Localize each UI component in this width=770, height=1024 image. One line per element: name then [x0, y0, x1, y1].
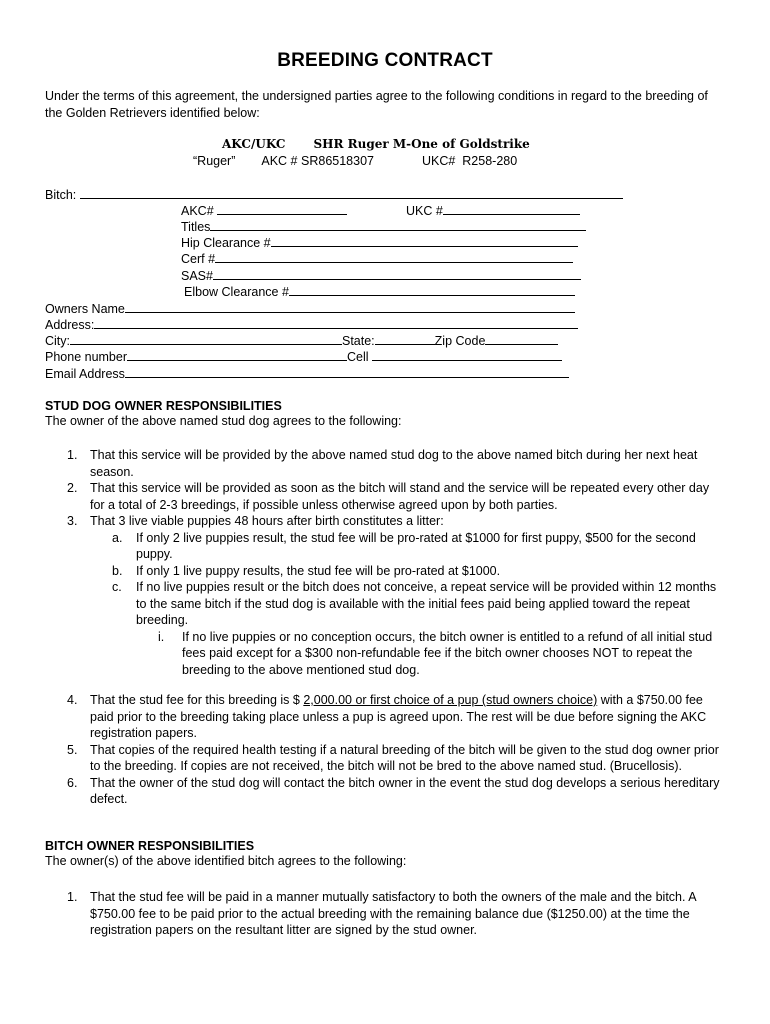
bitch-ukc-blank[interactable] [443, 203, 580, 215]
page-title: BREEDING CONTRACT [277, 50, 493, 71]
sas-label: SAS# [181, 269, 213, 283]
cerf-field [181, 251, 573, 266]
stud-list-continued [45, 692, 725, 808]
email-label: Email Address [45, 367, 125, 381]
city-blank[interactable] [70, 333, 342, 345]
elbow-blank[interactable] [289, 284, 575, 296]
hip-field [181, 235, 578, 250]
bitch-blank[interactable] [80, 187, 623, 199]
phone-label: Phone number [45, 350, 128, 364]
list-item: 4. That the stud fee for this breeding is $ 2,000.00 or first choice of a pup (stud owners choice) with a $750.00 fee paid prior to the breeding taking place unless a pup is agreed upon. The rest will be due before signing the AKC registration papers. [67, 693, 707, 740]
owners-name-label: Owners Name [45, 302, 125, 316]
sas-field [181, 268, 581, 283]
phone-field [45, 349, 562, 364]
stud-fee-terms: 2,000.00 or first choice of a pup (stud owners choice) [303, 693, 598, 707]
phone-blank[interactable] [127, 349, 347, 361]
list-item: c. If no live puppies result or the bitch does not conceive, a repeat service will be provided within 12 months to the same bitch if the stud dog is available with the initial fees paid being applied toward the repeat breeding. i. If no live puppies or no conception occurs, the bitch owner is entitled to a refund of all initial stud fees paid except for a $300 non-refundable fee if the bitch owner chooses NOT to repeat the breeding to the above mentioned stud dog. [90, 579, 725, 678]
email-blank[interactable] [125, 366, 569, 378]
sub-sub-list [136, 629, 725, 679]
zip-label: Zip Code [434, 334, 486, 348]
sire-ukc-label: UKC# [421, 154, 456, 168]
email-field [45, 366, 569, 381]
sire-akc-number: SR86518307 [301, 154, 374, 168]
list-item: 1. That the stud fee will be paid in a manner mutually satisfactory to both the owners of the male and the bitch. A $750.00 fee to be paid prior to the actual breeding with the remaining balance due ($1250.00) at the time the registration papers on the resultant litter are signed by the stud owner. [67, 890, 696, 937]
list-item: b. If only 1 live puppy results, the stud fee will be pro-rated at $1000. [112, 563, 501, 578]
owners-name-blank[interactable] [125, 301, 575, 313]
sire-numbers-line [193, 154, 517, 168]
sire-name: SHR Ruger M-One of Goldstrike [313, 137, 530, 151]
sire-call-name: “Ruger” [193, 154, 236, 168]
list-item: i. If no live puppies or no conception occurs, the bitch owner is entitled to a refund of all initial stud fees paid except for a $300 non-refundable fee if the bitch owner chooses NOT to repeat the breeding to the above mentioned stud dog. [158, 629, 713, 677]
city-state-zip-field [45, 333, 558, 348]
elbow-label: Elbow Clearance # [184, 285, 289, 299]
cerf-blank[interactable] [215, 251, 573, 263]
sub-list [90, 530, 725, 679]
zip-blank[interactable] [485, 333, 558, 345]
titles-label: Titles [181, 220, 211, 234]
titles-blank[interactable] [210, 219, 586, 231]
bitch-label: Bitch: [45, 188, 77, 202]
address-blank[interactable] [94, 317, 578, 329]
bitch-akc-blank[interactable] [217, 203, 347, 215]
elbow-field [184, 284, 575, 299]
bitch-section-header [45, 839, 406, 868]
list-item: 5. That copies of the required health testing if a natural breeding of the bitch will be given to the stud dog owner prior to the breeding. If copies are not received, the bitch will not be bred to the above named stud. (Brucellosis). [67, 742, 719, 773]
bitch-section-heading: BITCH OWNER RESPONSIBILITIES [45, 839, 255, 853]
cell-blank[interactable] [372, 349, 562, 361]
list-item: 1. That this service will be provided by the above named stud dog to the above named bitch during her next heat season. [67, 448, 698, 479]
sire-name-line [222, 137, 530, 151]
sire-akc-label: AKC # [261, 154, 298, 168]
stud-section-header [45, 399, 401, 428]
bitch-section-subheading: The owner(s) of the above identified bitch agrees to the following: [45, 854, 407, 868]
list-item: a. If only 2 live puppies result, the stud fee will be pro-rated at $1000 for first puppy, $500 for the second puppy. [112, 530, 696, 561]
sas-blank[interactable] [213, 268, 581, 280]
address-field [45, 317, 578, 332]
list-item: 3. That 3 live viable puppies 48 hours after birth constitutes a litter: a. If only 2 live puppies result, the stud fee will be pro-rated at $1000 for first puppy, $500 for the second puppy. b. If only 1 live puppy results, the stud fee will be pro-rated at $1000. c. If no live puppies result or the bitch does not conceive, a repeat service will be provided within 12 months to the same bitch if the stud dog is available with the initial fees paid being applied toward the repeat breeding. i. If no live puppies or no conception occurs, the bitch owner is entitled to a refund of all initial stud fees paid except for a $300 non-refundable fee if the bitch owner chooses NOT to repeat the breeding to the above mentioned stud dog. [45, 513, 725, 678]
list-item: 2. That this service will be provided as soon as the bitch will stand and the service will be repeated every other day for a total of 2-3 breedings, if possible unless otherwise agreed upon by both parties. [67, 481, 710, 512]
titles-field [181, 219, 586, 234]
stud-section-subheading: The owner of the above named stud dog agrees to the following: [45, 414, 402, 428]
bitch-akc-label: AKC# [181, 204, 214, 218]
intro-paragraph: Under the terms of this agreement, the undersigned parties agree to the following conditions in regard to the breeding of the Golden Retrievers identified below: [45, 89, 708, 120]
state-label: State: [342, 334, 375, 348]
bitch-field [45, 187, 623, 202]
state-blank[interactable] [375, 333, 435, 345]
bitch-akc-field [181, 203, 347, 218]
list-item: 6. That the owner of the stud dog will contact the bitch owner in the event the stud dog develops a serious hereditary defect. [67, 775, 720, 806]
hip-label: Hip Clearance # [181, 236, 271, 250]
bitch-ukc-label: UKC # [406, 204, 443, 218]
hip-blank[interactable] [271, 235, 578, 247]
stud-section-heading: STUD DOG OWNER RESPONSIBILITIES [45, 399, 282, 413]
stud-list [45, 447, 725, 678]
owners-name-field [45, 301, 575, 316]
bitch-list [45, 889, 725, 939]
sire-ukc-number: R258-280 [462, 154, 518, 168]
cerf-label: Cerf # [181, 252, 216, 266]
address-label: Address: [45, 318, 95, 332]
city-label: City: [45, 334, 70, 348]
bitch-ukc-field [406, 203, 580, 218]
cell-label: Cell [347, 350, 369, 364]
sire-registry: AKC/UKC [222, 137, 286, 151]
